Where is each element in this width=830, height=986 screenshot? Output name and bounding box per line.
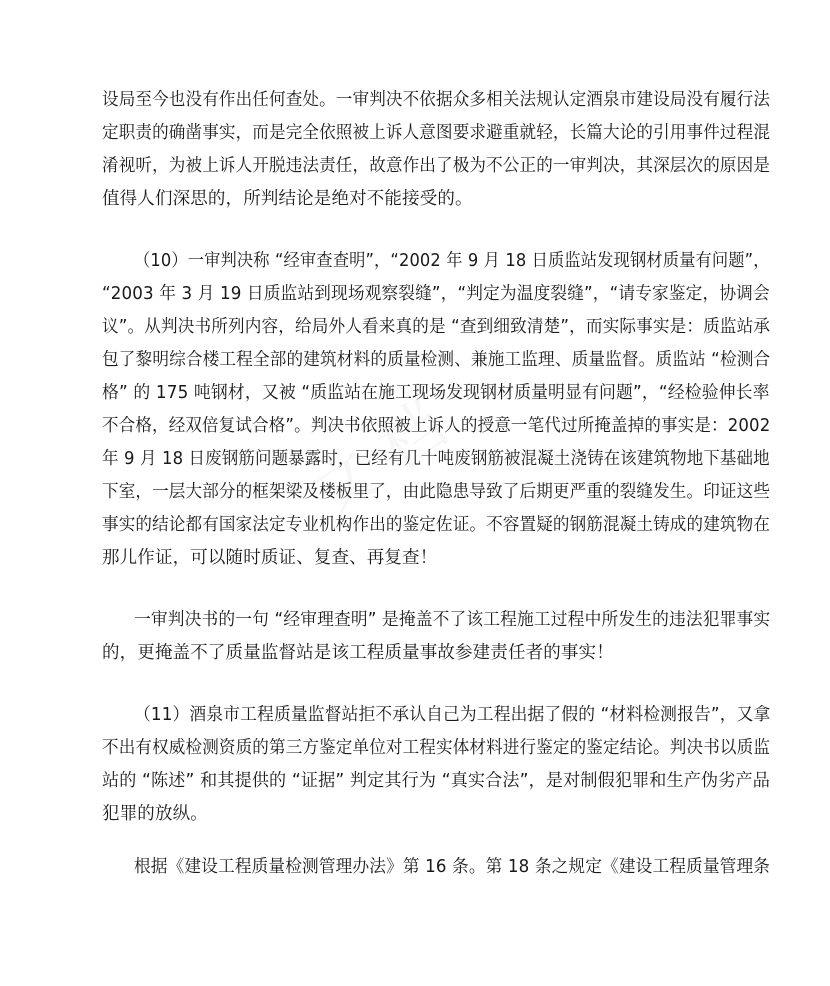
text-line: 的，更掩盖不了质量监督站是该工程质量事故参建责任者的事实！: [102, 643, 614, 663]
text-line: （10）一审判决称 “经审查查明”，“2002 年 9 月 18 日质监站发现钢材质量有问题”，: [134, 251, 770, 271]
text-line: 站的 “陈述” 和其提供的 “证据” 判定其行为 “真实合法”，是对制假犯罪和生产伪劣产品: [102, 771, 770, 791]
text-line: 设局至今也没有作出任何查处。一审判决不依据众多相关法规认定酒泉市建设局没有履行法: [102, 90, 771, 110]
text-line: 犯罪的放纵。: [102, 804, 208, 824]
text-line: 值得人们深思的，所判结论是绝对不能接受的。: [102, 189, 473, 209]
text-line: 定职责的确凿事实，而是完全依照被上诉人意图要求避重就轻，长篇大论的引用事件过程混: [102, 123, 771, 143]
text-line: 年 9 月 18 日废钢筋问题暴露时，已经有几十吨废钢筋被混凝土浇铸在该建筑物地下基础地: [102, 449, 770, 469]
text-line: 那儿作证，可以随时质证、复查、再复查！: [102, 548, 438, 568]
text-line: 根据《建设工程质量检测管理办法》第 16 条。第 18 条之规定《建设工程质量管理条: [134, 857, 771, 877]
text-line: 议”。从判决书所列内容，给局外人看来真的是 “查到细致清楚”，而实际事实是：质监站承: [102, 317, 771, 337]
text-line: （11）酒泉市工程质量监督站拒不承认自己为工程出据了假的 “材料检测报告”，又拿: [134, 705, 771, 725]
text-line: 包了黎明综合楼工程全部的建筑材料的质量检测、兼施工监理、质量监督。质监站 “检测合: [102, 350, 771, 370]
text-line: 一审判决书的一句 “经审理查明” 是掩盖不了该工程施工过程中所发生的违法犯罪事实: [134, 610, 771, 630]
text-line: 不出有权威检测资质的第三方鉴定单位对工程实体材料进行鉴定的鉴定结论。判决书以质监: [102, 738, 771, 758]
text-line: “2003 年 3 月 19 日质监站到现场观察裂缝”，“判定为温度裂缝”，“请专家鉴定，协调会: [102, 284, 770, 304]
text-line: 淆视听，为被上诉人开脱违法责任，故意作出了极为不公正的一审判决，其深层次的原因是: [102, 156, 771, 176]
text-line: 格” 的 175 吨钢材，又被 “质监站在施工现场发现钢材质量明显有问题”，“经检验伸长率: [102, 383, 770, 403]
text-line: 下室，一层大部分的框架梁及楼板里了，由此隐患导致了后期更严重的裂缝发生。印证这些: [102, 482, 771, 502]
text-line: 不合格，经双倍复试合格”。判决书依照被上诉人的授意一笔代过所掩盖掉的事实是：2002: [102, 416, 771, 436]
text-line: 事实的结论都有国家法定专业机构作出的鉴定佐证。不容置疑的钢筋混凝土铸成的建筑物在: [102, 515, 771, 535]
